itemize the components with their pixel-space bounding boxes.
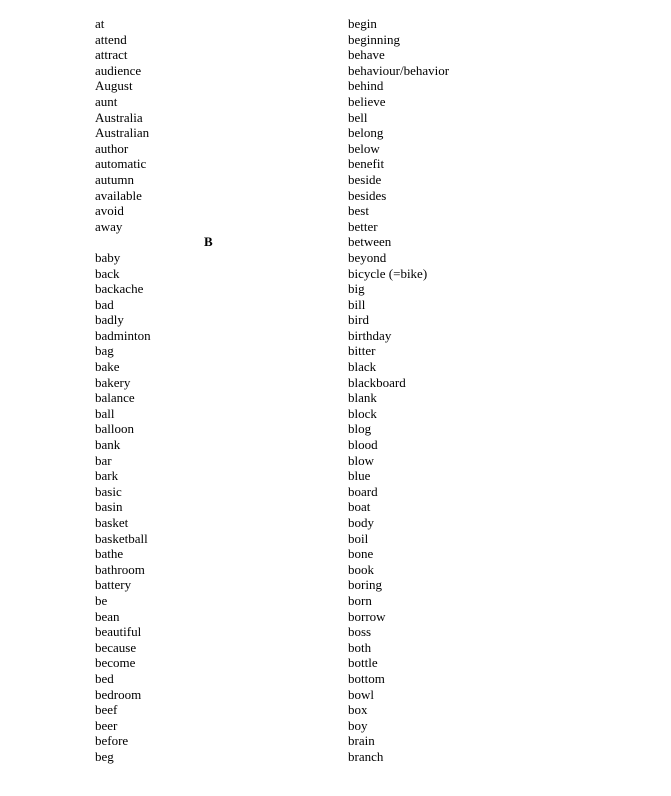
word-entry: bicycle (=bike) bbox=[348, 265, 428, 281]
word-entry: believe bbox=[348, 93, 386, 109]
word-entry: basketball bbox=[95, 530, 148, 546]
word-entry: because bbox=[95, 639, 137, 655]
word-entry: avoid bbox=[95, 203, 124, 219]
word-entry: body bbox=[348, 515, 374, 530]
word-entry: badminton bbox=[95, 327, 151, 343]
word-entry: author bbox=[95, 140, 129, 156]
word-entry: bathe bbox=[95, 546, 124, 562]
word-entry: back bbox=[95, 265, 120, 281]
word-entry: battery bbox=[95, 577, 132, 593]
word-entry: balloon bbox=[95, 421, 134, 437]
word-entry: August bbox=[95, 78, 133, 94]
word-entry: bad bbox=[95, 296, 114, 312]
word-entry: basket bbox=[95, 515, 129, 530]
word-entry: bean bbox=[95, 608, 120, 624]
word-entry: beautiful bbox=[95, 624, 142, 640]
word-entry: baby bbox=[95, 249, 121, 265]
word-entry: birthday bbox=[348, 327, 392, 343]
word-entry: basin bbox=[95, 499, 123, 515]
word-entry: audience bbox=[95, 62, 142, 78]
right-word-column bbox=[348, 16, 648, 765]
word-entry: attend bbox=[95, 31, 127, 47]
word-entry: blood bbox=[348, 437, 378, 453]
word-list bbox=[95, 250, 335, 765]
word-entry: automatic bbox=[95, 156, 147, 172]
word-entry: beer bbox=[95, 717, 118, 733]
word-entry: better bbox=[348, 218, 378, 234]
word-entry: bed bbox=[95, 670, 114, 686]
word-entry: before bbox=[95, 733, 129, 749]
word-entry: bell bbox=[348, 109, 368, 125]
word-entry: born bbox=[348, 592, 372, 608]
word-entry: boring bbox=[348, 577, 382, 593]
word-entry: boss bbox=[348, 624, 372, 640]
word-entry: bowl bbox=[348, 686, 374, 702]
left-word-column bbox=[95, 16, 335, 765]
word-entry: bottle bbox=[348, 655, 378, 671]
word-entry: basic bbox=[95, 483, 122, 499]
word-entry: bathroom bbox=[95, 561, 145, 577]
word-entry: backache bbox=[95, 281, 144, 297]
word-entry: balance bbox=[95, 390, 135, 406]
word-entry: at bbox=[95, 16, 105, 31]
word-entry: badly bbox=[95, 312, 124, 328]
word-entry: both bbox=[348, 639, 372, 655]
word-entry: beef bbox=[95, 702, 118, 718]
word-entry: below bbox=[348, 140, 380, 156]
word-entry: be bbox=[95, 592, 108, 608]
word-entry: borrow bbox=[348, 608, 386, 624]
word-entry: bedroom bbox=[95, 686, 142, 702]
word-entry: branch bbox=[348, 748, 384, 764]
word-entry: beside bbox=[348, 171, 382, 187]
word-entry: ball bbox=[95, 405, 115, 421]
word-entry: bird bbox=[348, 312, 369, 328]
word-entry: Australian bbox=[95, 125, 150, 141]
word-list bbox=[95, 16, 335, 234]
word-entry: bill bbox=[348, 296, 366, 312]
word-entry: away bbox=[95, 218, 123, 234]
word-entry: beg bbox=[95, 748, 114, 764]
word-entry: block bbox=[348, 405, 377, 421]
word-entry: black bbox=[348, 359, 377, 375]
word-entry: book bbox=[348, 561, 374, 577]
word-entry: boat bbox=[348, 499, 371, 515]
word-entry: attract bbox=[95, 47, 128, 63]
word-group-a bbox=[95, 16, 335, 234]
word-entry: bank bbox=[95, 437, 121, 453]
word-entry: benefit bbox=[348, 156, 385, 172]
word-entry: beyond bbox=[348, 249, 387, 265]
word-entry: Australia bbox=[95, 109, 143, 125]
word-entry: blackboard bbox=[348, 374, 406, 390]
word-entry: behave bbox=[348, 47, 385, 63]
word-entry: bag bbox=[95, 343, 114, 359]
word-entry: bake bbox=[95, 359, 120, 375]
word-entry: best bbox=[348, 203, 369, 219]
section-heading-b: B bbox=[204, 234, 213, 250]
word-entry: bone bbox=[348, 546, 374, 562]
word-entry: bitter bbox=[348, 343, 376, 359]
word-entry: become bbox=[95, 655, 136, 671]
word-entry: beginning bbox=[348, 31, 400, 47]
word-entry: behind bbox=[348, 78, 384, 94]
word-entry: behaviour/behavior bbox=[348, 62, 450, 78]
word-entry: blue bbox=[348, 468, 371, 484]
word-group-b bbox=[95, 250, 335, 765]
word-entry: blog bbox=[348, 421, 372, 437]
word-entry: blow bbox=[348, 452, 374, 468]
word-entry: aunt bbox=[95, 93, 118, 109]
word-entry: bark bbox=[95, 468, 119, 484]
word-entry: belong bbox=[348, 125, 384, 141]
word-entry: available bbox=[95, 187, 142, 203]
word-entry: bottom bbox=[348, 670, 385, 686]
word-entry: besides bbox=[348, 187, 387, 203]
word-entry: boy bbox=[348, 717, 368, 733]
word-entry: bar bbox=[95, 452, 112, 468]
word-entry: begin bbox=[348, 16, 377, 31]
word-entry: blank bbox=[348, 390, 377, 406]
word-entry: between bbox=[348, 234, 392, 250]
word-entry: bakery bbox=[95, 374, 131, 390]
word-entry: box bbox=[348, 702, 368, 718]
word-entry: big bbox=[348, 281, 365, 297]
word-entry: autumn bbox=[95, 171, 134, 187]
word-entry: brain bbox=[348, 733, 375, 749]
word-entry: board bbox=[348, 483, 378, 499]
word-entry: boil bbox=[348, 530, 369, 546]
